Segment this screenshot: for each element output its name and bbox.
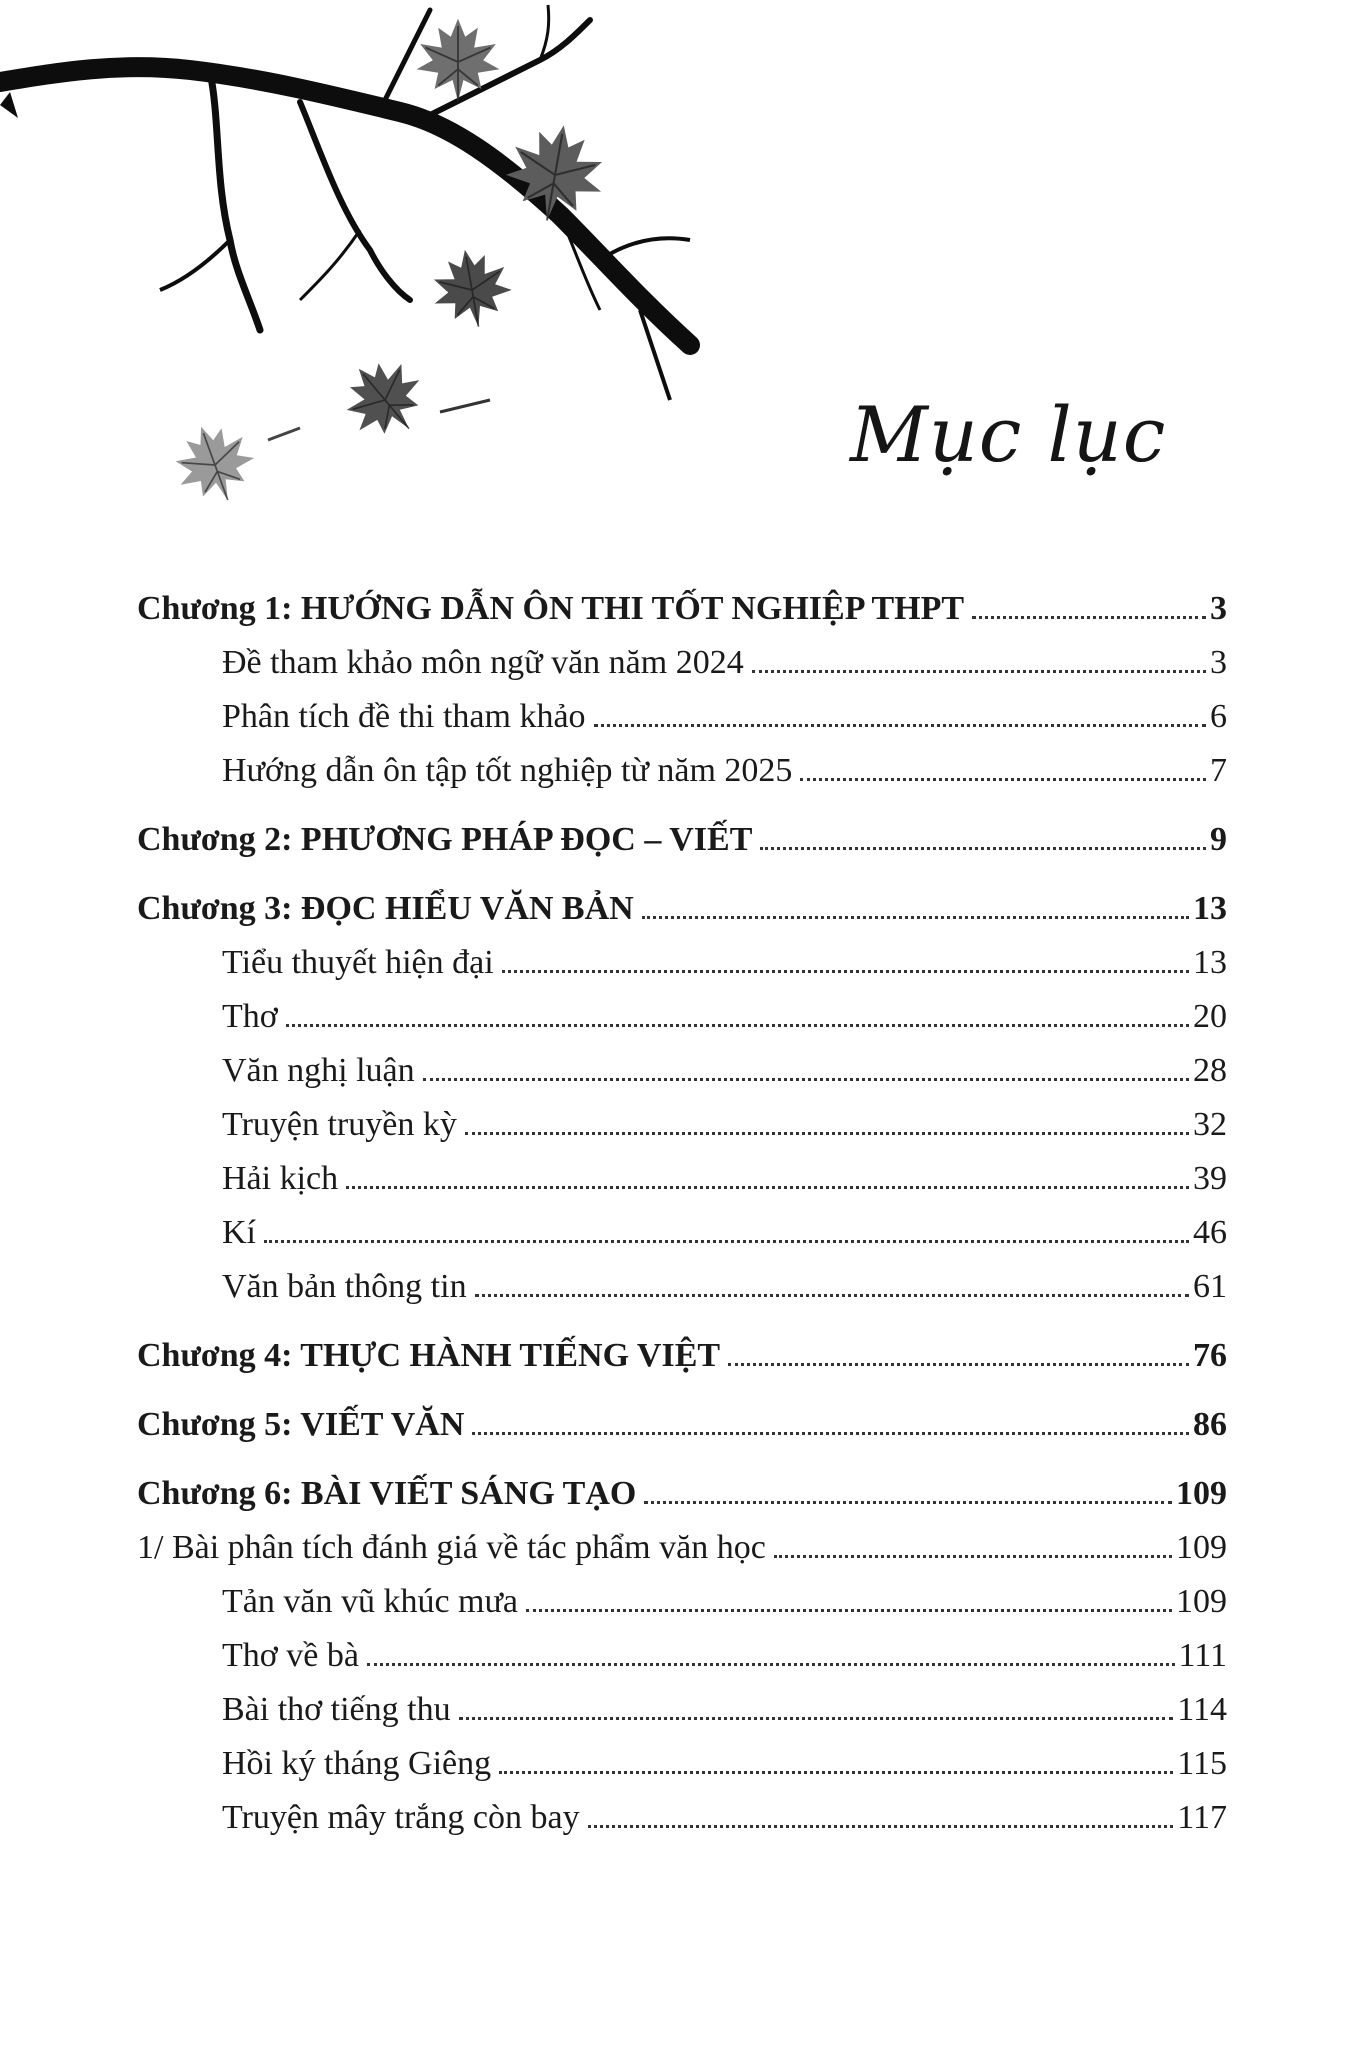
dot-leader: [459, 1717, 1174, 1720]
dot-leader: [423, 1078, 1189, 1081]
toc-entry-label: Văn nghị luận: [222, 1052, 415, 1089]
toc-entry-chapter: [137, 1467, 1227, 1521]
dot-leader: [346, 1186, 1189, 1189]
dot-leader: [774, 1555, 1172, 1558]
toc-entry-label: Chương 1: HƯỚNG DẪN ÔN THI TỐT NGHIỆP THPT: [137, 590, 965, 627]
page-title: Mục lục: [850, 390, 1167, 479]
toc-entry-chapter: [137, 813, 1227, 867]
toc-entry-page-number: 111: [1178, 1637, 1227, 1674]
toc-entry-page-number: 61: [1193, 1268, 1227, 1305]
toc-entry-label: Truyện mây trắng còn bay: [222, 1799, 580, 1836]
toc-entry-label: Hồi ký tháng Giêng: [222, 1745, 492, 1782]
dot-leader: [972, 616, 1206, 619]
dot-leader: [472, 1432, 1189, 1435]
toc-entry-label: Hướng dẫn ôn tập tốt nghiệp từ năm 2025: [222, 752, 793, 789]
toc-entry-page-number: 13: [1193, 944, 1227, 981]
toc-entry-label: Hải kịch: [222, 1160, 339, 1197]
toc-entry-sub: [137, 636, 1227, 690]
toc-entry-sub: [137, 1737, 1227, 1791]
dot-leader: [526, 1609, 1172, 1612]
toc-entry-page-number: 13: [1193, 890, 1227, 927]
toc-entry-chapter: [137, 1329, 1227, 1383]
toc-entry-label: Truyện truyền kỳ: [222, 1106, 457, 1143]
toc-entry-page-number: 9: [1210, 821, 1227, 858]
toc-entry-page-number: 117: [1177, 1799, 1227, 1836]
dot-leader: [286, 1024, 1189, 1027]
toc-entry-sub: [137, 690, 1227, 744]
toc-entry-label: Văn bản thông tin: [222, 1268, 467, 1305]
dot-leader: [499, 1771, 1173, 1774]
toc-entry-label: Thơ về bà: [222, 1637, 359, 1674]
dot-leader: [367, 1663, 1175, 1666]
toc-entry-sub: [137, 1260, 1227, 1314]
toc-entry-page-number: 32: [1193, 1106, 1227, 1143]
toc-entry-sub: [137, 1044, 1227, 1098]
toc-entry-page-number: 39: [1193, 1160, 1227, 1197]
toc-entry-label: Kí: [222, 1214, 256, 1251]
toc-entry-sub: [137, 1629, 1227, 1683]
toc-entry-page-number: 109: [1176, 1475, 1227, 1512]
toc-entry-page-number: 3: [1210, 590, 1227, 627]
toc-entry-page-number: 7: [1210, 752, 1227, 789]
dot-leader: [760, 847, 1206, 850]
toc-entry-sub: [137, 744, 1227, 798]
dot-leader: [644, 1501, 1172, 1504]
maple-branch-illustration: [0, 0, 720, 540]
toc-entry-sub: [137, 990, 1227, 1044]
toc-entry-label: Chương 2: PHƯƠNG PHÁP ĐỌC – VIẾT: [137, 821, 753, 858]
dot-leader: [642, 916, 1189, 919]
toc-entry-sub: [137, 1683, 1227, 1737]
dot-leader: [752, 670, 1206, 673]
toc-entry-page-number: 109: [1176, 1529, 1227, 1566]
toc-entry-chapter: [137, 1398, 1227, 1452]
toc-entry-sub: [137, 1098, 1227, 1152]
toc-entry-page-number: 86: [1193, 1406, 1227, 1443]
toc-entry-label: Chương 3: ĐỌC HIỂU VĂN BẢN: [137, 890, 634, 927]
toc-entry-label: Chương 6: BÀI VIẾT SÁNG TẠO: [137, 1475, 637, 1512]
dot-leader: [465, 1132, 1189, 1135]
toc-entry-sub: [137, 936, 1227, 990]
dot-leader: [594, 724, 1206, 727]
toc-entry-label: Bài thơ tiếng thu: [222, 1691, 451, 1728]
toc-entry-label: Chương 5: VIẾT VĂN: [137, 1406, 465, 1443]
toc-entry-chapter: [137, 882, 1227, 936]
dot-leader: [588, 1825, 1174, 1828]
table-of-contents: [137, 582, 1227, 1845]
toc-entry-page-number: 6: [1210, 698, 1227, 735]
toc-entry-label: 1/ Bài phân tích đánh giá về tác phẩm văn học: [137, 1529, 766, 1566]
toc-entry-sub: [137, 1575, 1227, 1629]
toc-entry-sub: [137, 1152, 1227, 1206]
toc-entry-page-number: 114: [1177, 1691, 1227, 1728]
toc-entry-section: [137, 1521, 1227, 1575]
toc-entry-label: Tiểu thuyết hiện đại: [222, 944, 494, 981]
toc-entry-label: Thơ: [222, 998, 278, 1035]
toc-entry-chapter: [137, 582, 1227, 636]
dot-leader: [475, 1294, 1189, 1297]
toc-entry-page-number: 28: [1193, 1052, 1227, 1089]
dot-leader: [264, 1240, 1189, 1243]
toc-entry-page-number: 109: [1176, 1583, 1227, 1620]
toc-entry-page-number: 3: [1210, 644, 1227, 681]
toc-entry-label: Đề tham khảo môn ngữ văn năm 2024: [222, 644, 744, 681]
toc-entry-label: Tản văn vũ khúc mưa: [222, 1583, 519, 1620]
toc-entry-sub: [137, 1206, 1227, 1260]
toc-entry-page-number: 46: [1193, 1214, 1227, 1251]
dot-leader: [728, 1363, 1189, 1366]
toc-entry-page-number: 20: [1193, 998, 1227, 1035]
toc-entry-label: Chương 4: THỰC HÀNH TIẾNG VIỆT: [137, 1337, 721, 1374]
toc-entry-page-number: 115: [1177, 1745, 1227, 1782]
toc-entry-page-number: 76: [1193, 1337, 1227, 1374]
toc-entry-label: Phân tích đề thi tham khảo: [222, 698, 586, 735]
dot-leader: [502, 970, 1189, 973]
dot-leader: [800, 778, 1206, 781]
toc-entry-sub: [137, 1791, 1227, 1845]
